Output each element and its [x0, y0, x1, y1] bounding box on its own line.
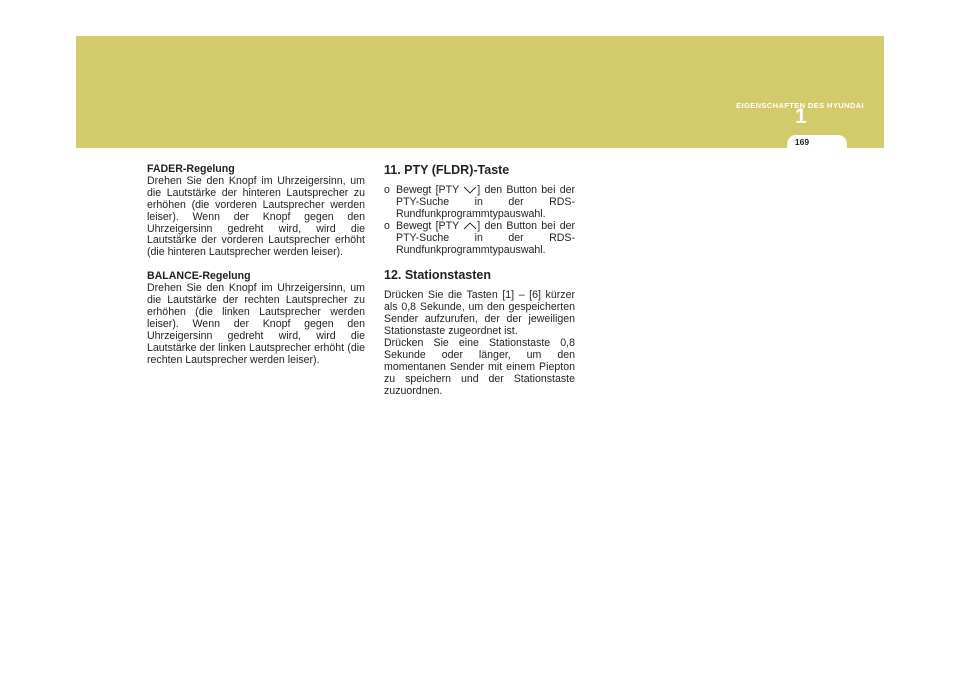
bullet-text-after: ] den Button bei der PTY-Suche in der RDS-Rundfunkprogrammtypauswahl. — [396, 219, 576, 256]
fader-heading: FADER-Regelung — [147, 163, 235, 175]
bullet-marker: o — [384, 219, 390, 232]
chapter-title: EIGENSCHAFTEN DES HYUNDAI — [736, 101, 864, 110]
left-column — [147, 164, 365, 367]
pty-bullet-up — [384, 221, 575, 257]
stations-section — [384, 268, 575, 397]
fader-text: Drehen Sie den Knopf im Uhrzeigersinn, um die Lautstärke der hinteren Lautsprecher zu erhöhen (die vorderen Lautsprecher werden leiser). Wenn der Knopf gegen den Uhrzeigersinn gedreht wird, wird die Lautstärke der vorderen Lautsprecher erhöht (die hinteren Lautsprecher werden leiser). — [147, 174, 365, 259]
stations-paragraph-2: Drücken Sie eine Stationstaste 0,8 Sekunde oder länger, um den momentanen Sender mit einem Piepton zu speichern und der Stationstaste zuzuordnen. — [384, 337, 575, 397]
pty-section — [384, 163, 575, 256]
balance-section — [147, 271, 365, 366]
balance-text: Drehen Sie den Knopf im Uhrzeigersinn, um die Lautstärke der rechten Lautsprecher zu erhöhen (die linken Lautsprecher werden leiser). Wenn der Knopf gegen den Uhrzeigersinn gedreht wird, wird die Lautstärke der linken Lautsprecher erhöht (die rechten Lautsprecher werden leiser). — [147, 282, 365, 366]
header-band — [76, 36, 884, 148]
stations-paragraph-1: Drücken Sie die Tasten [1] – [6] kürzer als 0,8 Sekunde, um den gespeicherten Sender aufzurufen, der der jeweiligen Stationstaste zugeordnet ist. — [384, 289, 575, 338]
stations-heading: 12. Stationstasten — [384, 268, 491, 283]
bullet-marker: o — [384, 184, 390, 196]
bullet-text-before: Bewegt [PTY — [396, 184, 464, 196]
bullet-text-before: Bewegt [PTY — [396, 219, 464, 232]
page-number: 169 — [794, 137, 810, 147]
pty-bullet-down — [384, 185, 575, 221]
chevron-down-icon — [463, 186, 477, 194]
fader-section — [147, 164, 365, 259]
right-column — [384, 163, 575, 398]
chapter-number: 1 — [795, 105, 807, 128]
chevron-up-icon — [463, 222, 477, 230]
balance-heading: BALANCE-Regelung — [147, 270, 251, 283]
bullet-text-after: ] den Button bei der PTY-Suche in der RDS-Rundfunkprogrammtypauswahl. — [396, 184, 576, 220]
pty-heading: 11. PTY (FLDR)-Taste — [384, 163, 510, 177]
